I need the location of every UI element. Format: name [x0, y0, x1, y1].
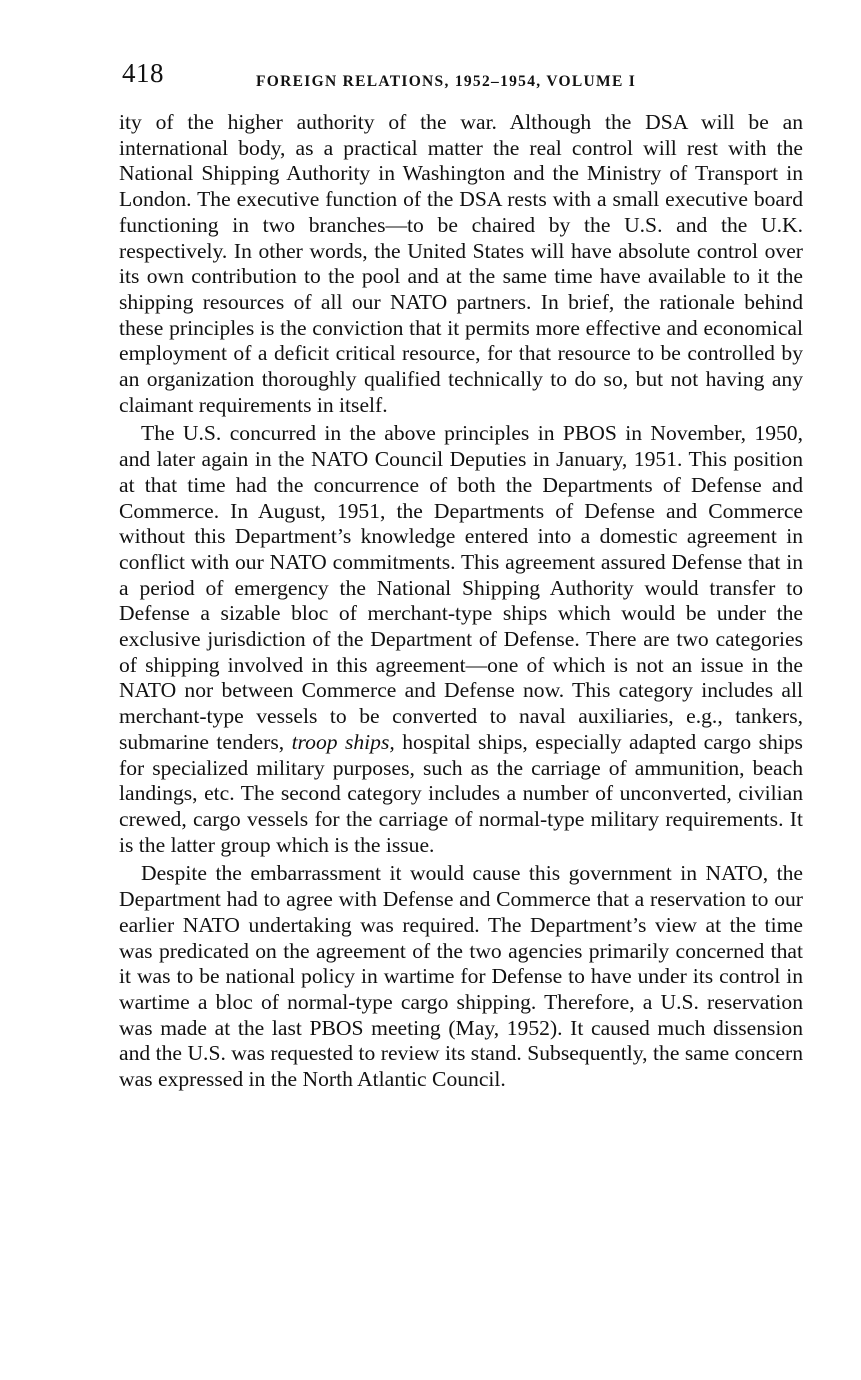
page-header [122, 58, 812, 98]
italic-phrase: troop ships, [291, 729, 395, 754]
paragraph-text-part-1: The U.S. concurred in the above principles in PBOS in November, 1950, and later again in the NATO Council Deputies in January, 1951. This position at that time had the concurrence of both the Departments of Defense and Commerce. In August, 1951, the Departments of Defense and Commerce without this Department’s knowledge entered into a domestic agreement in conflict with our NATO commitments. This agreement assured Defense that in a period of emergency the National Shipping Authority would transfer to Defense a sizable bloc of merchant-type ships which would be under the exclusive jurisdiction of the Department of Defense. There are two categories of shipping involved in this agreement—one of which is not an issue in the NATO nor between Commerce and Defense now. This category includes all merchant-type vessels to be converted to naval auxiliaries, e.g., tankers, submarine tenders, [119, 421, 803, 754]
body-text [119, 110, 803, 1093]
paragraph-continued: ity of the higher authority of the war. Although the DSA will be an international body, as a practical matter the real control will rest with the National Shipping Authority in Washington and the Ministry of Transport in London. The executive function of the DSA rests with a small executive board functioning in two branches—to be chaired by the U.S. and the U.K. respectively. In other words, the United States will have absolute control over its own contribution to the pool and at the same time have available to it the shipping resources of all our NATO partners. In brief, the rationale behind these principles is the conviction that it permits more effective and economical employment of a deficit critical resource, for that resource to be controlled by an organization thoroughly qualified technically to do so, but not having any claimant requirements in itself. [119, 110, 803, 417]
paragraph-pbos-concurrence [119, 421, 803, 858]
page-number: 418 [122, 58, 164, 88]
running-head: FOREIGN RELATIONS, 1952–1954, VOLUME I [256, 73, 637, 90]
paragraph-text-part-2: hospital ships, especially adapted cargo ships for specialized military purposes, such as the carriage of ammunition, beach landings, etc. The second category includes a number of unconverted, civilian crewed, cargo vessels for the carriage of normal-type military requirements. It is the latter group which is the issue. [119, 729, 803, 857]
paragraph-reservation: Despite the embarrassment it would cause this government in NATO, the Department had to agree with Defense and Commerce that a reservation to our earlier NATO undertaking was required. The Department’s view at the time was predicated on the agreement of the two agencies primarily concerned that it was to be national policy in wartime for Defense to have under its control in wartime a bloc of normal-type cargo shipping. Therefore, a U.S. reservation was made at the last PBOS meeting (May, 1952). It caused much dissension and the U.S. was requested to review its stand. Subsequently, the same concern was expressed in the North Atlantic Council. [119, 861, 803, 1092]
